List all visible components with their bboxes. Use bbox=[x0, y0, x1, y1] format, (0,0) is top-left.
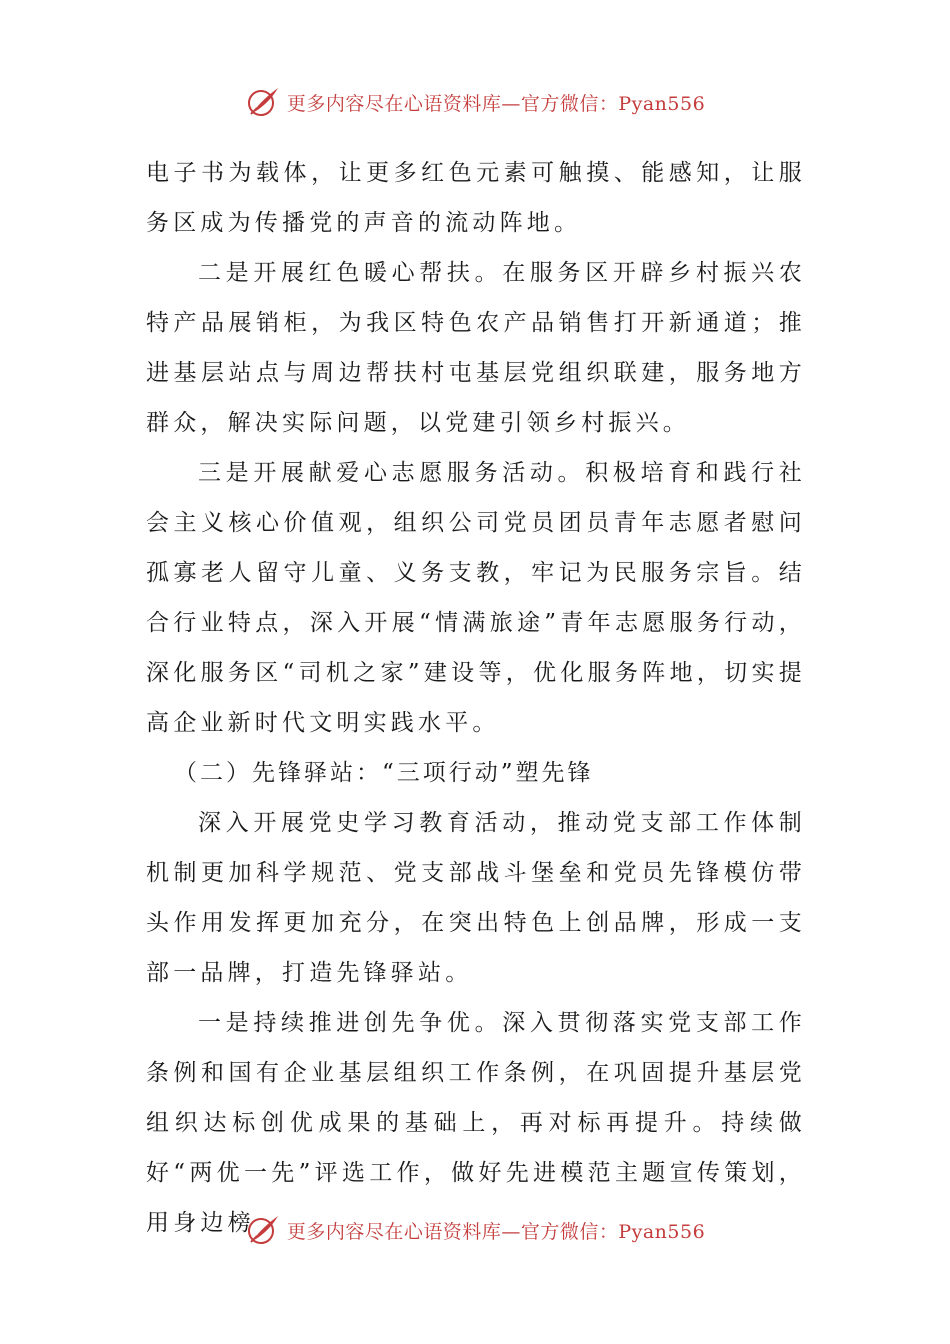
watermark-text: 更多内容尽在心语资料库—官方微信：Pyan556 bbox=[286, 92, 706, 115]
quill-logo-icon bbox=[245, 1212, 281, 1248]
paragraph-continuation: 电子书为载体，让更多红色元素可触摸、能感知，让服务区成为传播党的声音的流动阵地。 bbox=[146, 160, 806, 236]
header-watermark-banner bbox=[0, 82, 950, 122]
paragraph-red-warm-help: 二是开展红色暖心帮扶。在服务区开辟乡村振兴农特产品展销柜，为我区特色农产品销售打开新通道；推进基层站点与周边帮扶村屯基层党组织联建，服务地方群众，解决实际问题，以党建引领乡村振兴。 bbox=[146, 260, 806, 436]
footer-watermark-banner bbox=[0, 1210, 950, 1250]
paragraph-excellence: 一是持续推进创先争优。深入贯彻落实党支部工作条例和国有企业基层组织工作条例，在巩固提升基层党组织达标创优成果的基础上，再对标再提升。持续做好“两优一先”评选工作，做好先进模范主题宣传策划，用身边榜 bbox=[146, 1010, 806, 1236]
quill-logo-icon bbox=[245, 84, 281, 120]
watermark-text: 更多内容尽在心语资料库—官方微信：Pyan556 bbox=[286, 1220, 706, 1243]
paragraph-party-history: 深入开展党史学习教育活动，推动党支部工作体制机制更加科学规范、党支部战斗堡垒和党员先锋模仿带头作用发挥更加充分，在突出特色上创品牌，形成一支部一品牌，打造先锋驿站。 bbox=[146, 810, 806, 986]
section-subheading: （二）先锋驿站：“三项行动”塑先锋 bbox=[174, 760, 594, 786]
paragraph-volunteer-service: 三是开展献爱心志愿服务活动。积极培育和践行社会主义核心价值观，组织公司党员团员青年志愿者慰问孤寡老人留守儿童、义务支教，牢记为民服务宗旨。结合行业特点，深入开展“情满旅途”青年志愿服务行动，深化服务区“司机之家”建设等，优化服务阵地，切实提高企业新时代文明实践水平。 bbox=[146, 460, 806, 736]
document-body bbox=[146, 148, 806, 1248]
